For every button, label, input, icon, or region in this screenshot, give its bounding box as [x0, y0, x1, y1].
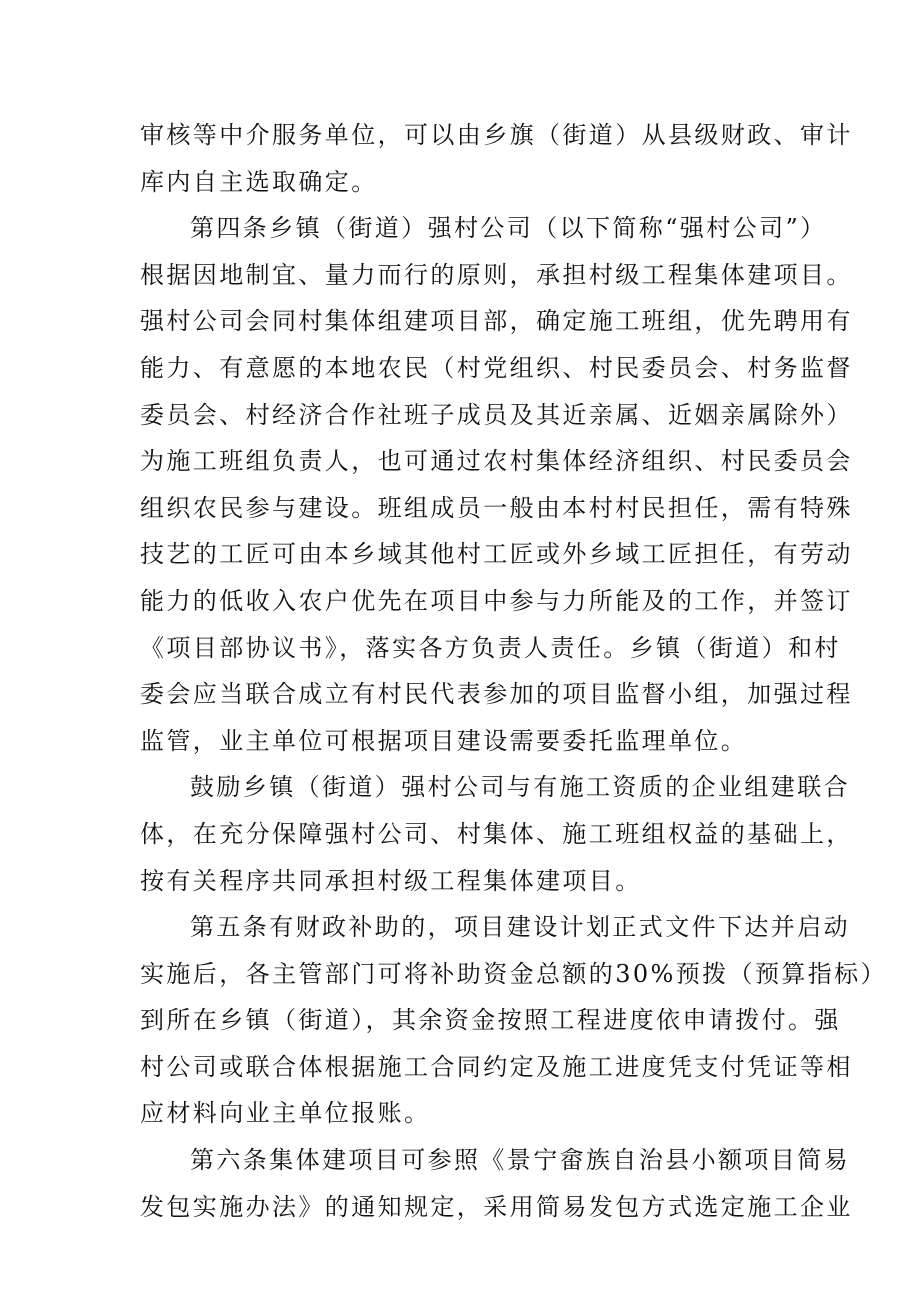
text-line: 库内自主选取确定。: [140, 167, 378, 196]
text-line: 强村公司会同村集体组建项目部，确定施工班组，优先聘用有: [140, 307, 853, 336]
text-line: 到所在乡镇（街道），其余资金按照工程进度依申请拨付。强: [140, 1006, 841, 1035]
text-line: 能力、有意愿的本地农民（村党组织、村民委员会、村务监督: [140, 353, 853, 382]
text-line: 为施工班组负责人，也可通过农村集体经济组织、村民委员会: [140, 447, 853, 476]
text-line: 体，在充分保障强村公司、村集体、施工班组权益的基础上，: [140, 819, 853, 848]
paragraph-start-line: 第六条集体建项目可参照《景宁畲族自治县小额项目简易: [190, 1146, 850, 1175]
paragraph-start-line: 第四条乡镇（街道）强村公司（以下简称“强村公司”）: [190, 214, 827, 243]
text-line: 委会应当联合成立有村民代表参加的项目监督小组，加强过程: [140, 680, 853, 709]
text-line: 组织农民参与建设。班组成员一般由本村村民担任，需有特殊: [140, 493, 853, 522]
text-line: 根据因地制宜、量力而行的原则，承担村级工程集体建项目。: [140, 260, 853, 289]
text-line: 能力的低收入农户优先在项目中参与力所能及的工作，并签订: [140, 586, 853, 615]
paragraph-start-line: 鼓励乡镇（街道）强村公司与有施工资质的企业组建联合: [190, 773, 850, 802]
text-line: 按有关程序共同承担村级工程集体建项目。: [140, 866, 642, 895]
text-line: 委员会、村经济合作社班子成员及其近亲属、近姻亲属除外）: [140, 400, 853, 429]
paragraph-start-line: 第五条有财政补助的，项目建设计划正式文件下达并启动: [190, 913, 850, 942]
text-line: 审核等中介服务单位，可以由乡旗（街道）从县级财政、审计: [140, 121, 853, 149]
text-line: 应材料向业主单位报账。: [140, 1099, 431, 1128]
text-line: 技艺的工匠可由本乡域其他村工匠或外乡域工匠担任，有劳动: [140, 540, 853, 569]
document-body: [140, 112, 887, 1230]
text-line: 发包实施办法》的通知规定，采用简易发包方式选定施工企业: [140, 1192, 853, 1221]
text-line: 《项目部协议书》，落实各方负责人责任。乡镇（街道）和村: [140, 633, 841, 662]
text-line: 监管，业主单位可根据项目建设需要委托监理单位。: [140, 726, 748, 755]
text-line: 村公司或联合体根据施工合同约定及施工进度凭支付凭证等相: [140, 1052, 853, 1081]
text-line: 实施后，各主管部门可将补助资金总额的30%预拨（预算指标）: [140, 959, 887, 988]
